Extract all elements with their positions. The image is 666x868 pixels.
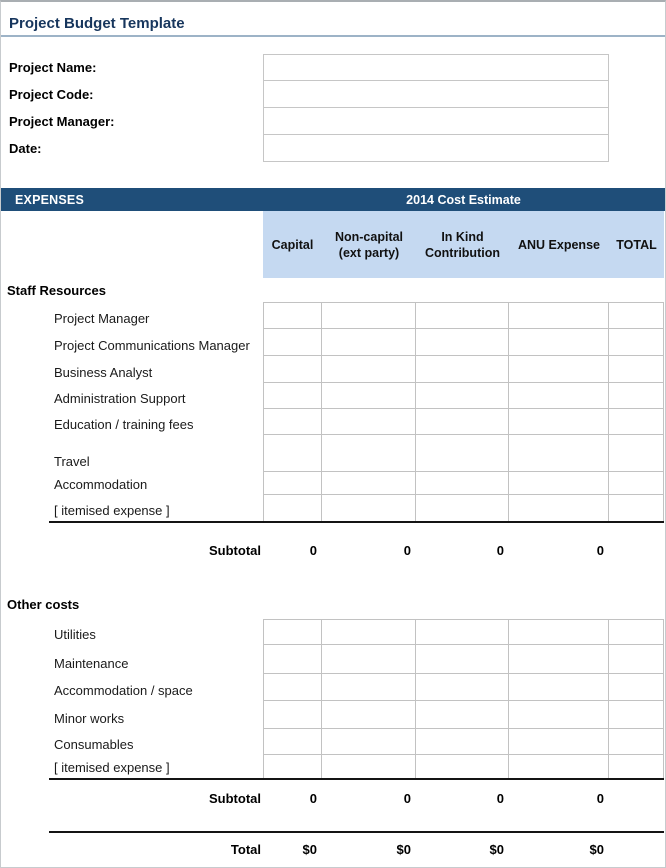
grid-cell[interactable] <box>322 356 416 383</box>
grid-row-itemised-expense <box>1 495 665 521</box>
grid-cell[interactable] <box>263 645 322 674</box>
subtotal-value: 0 <box>496 790 504 806</box>
other-costs-section <box>1 596 665 807</box>
total-value: $0 <box>396 841 411 857</box>
grid-cell[interactable] <box>416 755 509 778</box>
staff-resources-section <box>1 282 665 559</box>
expense-sections <box>1 282 665 807</box>
grid-cell[interactable] <box>509 472 609 495</box>
grid-cell[interactable] <box>263 383 322 409</box>
row-label: [ itemised expense ] <box>54 760 170 775</box>
grid-cell[interactable] <box>609 383 664 409</box>
column-header-in-kind-contribution: In Kind Contribution <box>425 229 500 260</box>
grid-cell[interactable] <box>322 409 416 435</box>
project-manager-label: Project Manager: <box>9 114 115 129</box>
row-label: Travel <box>54 454 90 469</box>
grid-row-business-analyst <box>1 356 665 383</box>
row-label: Accommodation <box>54 477 148 492</box>
grid-row-itemised-expense <box>1 755 665 778</box>
project-name-label: Project Name: <box>9 60 97 75</box>
grid-cell[interactable] <box>509 495 609 521</box>
title-block <box>1 2 665 37</box>
column-header-non-capital-ext-party: Non-capital (ext party) <box>334 229 404 260</box>
grid-cell[interactable] <box>509 383 609 409</box>
grid-cell[interactable] <box>263 674 322 701</box>
section-bottom-rule <box>49 778 664 780</box>
subtotal-value: 0 <box>309 790 317 806</box>
grid-cell[interactable] <box>609 302 664 329</box>
grid-cell[interactable] <box>322 495 416 521</box>
date-input[interactable] <box>263 135 609 162</box>
project-name-input[interactable] <box>263 54 609 81</box>
grid-row-travel <box>1 435 665 472</box>
grid-cell[interactable] <box>416 435 509 472</box>
grid-cell[interactable] <box>416 472 509 495</box>
grid-cell[interactable] <box>609 645 664 674</box>
grid-cell[interactable] <box>263 435 322 472</box>
grid-cell[interactable] <box>263 619 322 645</box>
total-separator-rule <box>49 831 664 833</box>
row-label: Maintenance <box>54 656 129 671</box>
other-costs-grid <box>1 619 665 778</box>
subtotal-value: 0 <box>596 542 604 558</box>
grid-cell[interactable] <box>416 645 509 674</box>
row-label: Project Communications Manager <box>54 338 250 353</box>
page-title: Project Budget Template <box>9 15 185 32</box>
grid-cell[interactable] <box>416 356 509 383</box>
grid-cell[interactable] <box>609 729 664 755</box>
column-headers <box>263 211 664 278</box>
grid-cell[interactable] <box>263 409 322 435</box>
grid-cell[interactable] <box>322 472 416 495</box>
grid-cell[interactable] <box>322 729 416 755</box>
subtotal-value: 0 <box>496 542 504 558</box>
grid-cell[interactable] <box>609 495 664 521</box>
grid-row-accommodation <box>1 472 665 495</box>
subtotal-value: 0 <box>403 790 411 806</box>
grid-cell[interactable] <box>322 755 416 778</box>
grid-cell[interactable] <box>416 495 509 521</box>
grid-cell[interactable] <box>416 329 509 356</box>
grid-cell[interactable] <box>609 619 664 645</box>
staff-resources-grid <box>1 302 665 521</box>
form-row-project-name <box>1 54 665 81</box>
grid-cell[interactable] <box>609 329 664 356</box>
grid-cell[interactable] <box>263 701 322 729</box>
row-label: [ itemised expense ] <box>54 503 170 518</box>
grid-cell[interactable] <box>322 701 416 729</box>
section-bottom-rule <box>49 521 664 523</box>
grid-row-education-training-fees <box>1 409 665 435</box>
expenses-label: EXPENSES <box>15 192 84 207</box>
grid-cell[interactable] <box>509 356 609 383</box>
row-label: Administration Support <box>54 391 186 406</box>
grid-row-maintenance <box>1 645 665 674</box>
cost-estimate-label: 2014 Cost Estimate <box>406 192 521 207</box>
column-header-total: TOTAL <box>616 237 657 252</box>
date-label: Date: <box>9 141 42 156</box>
grid-cell[interactable] <box>609 435 664 472</box>
grid-cell[interactable] <box>509 302 609 329</box>
grid-cell[interactable] <box>322 645 416 674</box>
grid-cell[interactable] <box>416 729 509 755</box>
grid-cell[interactable] <box>263 329 322 356</box>
grid-cell[interactable] <box>609 755 664 778</box>
grid-row-project-manager <box>1 302 665 329</box>
grid-cell[interactable] <box>509 409 609 435</box>
grid-row-project-communications-manager <box>1 329 665 356</box>
staff-resources-section-title: Staff Resources <box>7 283 106 298</box>
row-label: Project Manager <box>54 311 150 326</box>
grid-row-utilities <box>1 619 665 645</box>
other-costs-section-title: Other costs <box>7 597 80 612</box>
form-row-project-manager <box>1 108 665 135</box>
row-label: Utilities <box>54 627 96 642</box>
grid-row-consumables <box>1 729 665 755</box>
grid-cell[interactable] <box>509 755 609 778</box>
grid-cell[interactable] <box>263 729 322 755</box>
grid-cell[interactable] <box>416 674 509 701</box>
column-header-capital: Capital <box>271 237 314 252</box>
project-code-label: Project Code: <box>9 87 94 102</box>
grid-cell[interactable] <box>609 674 664 701</box>
project-info-form <box>1 54 665 162</box>
grid-cell[interactable] <box>322 329 416 356</box>
grid-cell[interactable] <box>322 302 416 329</box>
grid-cell[interactable] <box>263 755 322 778</box>
row-label: Consumables <box>54 737 134 752</box>
grid-cell[interactable] <box>263 356 322 383</box>
column-header-anu-expense: ANU Expense <box>518 237 600 252</box>
subtotal-label: Subtotal <box>209 790 261 806</box>
form-row-project-code <box>1 81 665 108</box>
subtotal-label: Subtotal <box>209 542 261 558</box>
grid-cell[interactable] <box>416 383 509 409</box>
grid-cell[interactable] <box>416 409 509 435</box>
expenses-header-bar <box>1 188 665 211</box>
total-row <box>1 840 665 858</box>
grid-cell[interactable] <box>509 619 609 645</box>
grid-cell[interactable] <box>509 645 609 674</box>
project-manager-input[interactable] <box>263 108 609 135</box>
row-label: Accommodation / space <box>54 683 193 698</box>
total-value: $0 <box>302 841 317 857</box>
grid-cell[interactable] <box>416 701 509 729</box>
subtotal-value: 0 <box>403 542 411 558</box>
grid-cell[interactable] <box>509 729 609 755</box>
grid-cell[interactable] <box>263 302 322 329</box>
total-value: $0 <box>589 841 604 857</box>
subtotal-value: 0 <box>309 542 317 558</box>
grid-cell[interactable] <box>322 383 416 409</box>
form-row-date <box>1 135 665 162</box>
grid-cell[interactable] <box>509 701 609 729</box>
grid-cell[interactable] <box>322 619 416 645</box>
grid-cell[interactable] <box>416 619 509 645</box>
grid-cell[interactable] <box>322 435 416 472</box>
subtotal-row <box>1 789 665 807</box>
row-label: Business Analyst <box>54 365 153 380</box>
grid-cell[interactable] <box>322 674 416 701</box>
grid-row-minor-works <box>1 701 665 729</box>
grid-cell[interactable] <box>609 356 664 383</box>
grid-row-accommodation-space <box>1 674 665 701</box>
row-label: Education / training fees <box>54 417 194 432</box>
grid-cell[interactable] <box>609 472 664 495</box>
subtotal-value: 0 <box>596 790 604 806</box>
total-label: Total <box>230 841 261 857</box>
column-header-spacer <box>1 211 263 278</box>
grid-row-administration-support <box>1 383 665 409</box>
grid-cell[interactable] <box>263 495 322 521</box>
grid-cell[interactable] <box>509 329 609 356</box>
grid-cell[interactable] <box>263 472 322 495</box>
total-value: $0 <box>489 841 504 857</box>
grid-cell[interactable] <box>416 302 509 329</box>
subtotal-row <box>1 541 665 559</box>
project-code-input[interactable] <box>263 81 609 108</box>
grid-cell[interactable] <box>509 674 609 701</box>
grid-cell[interactable] <box>609 701 664 729</box>
column-header-band <box>1 211 665 278</box>
row-label: Minor works <box>54 711 125 726</box>
grid-cell[interactable] <box>509 435 609 472</box>
grid-cell[interactable] <box>609 409 664 435</box>
